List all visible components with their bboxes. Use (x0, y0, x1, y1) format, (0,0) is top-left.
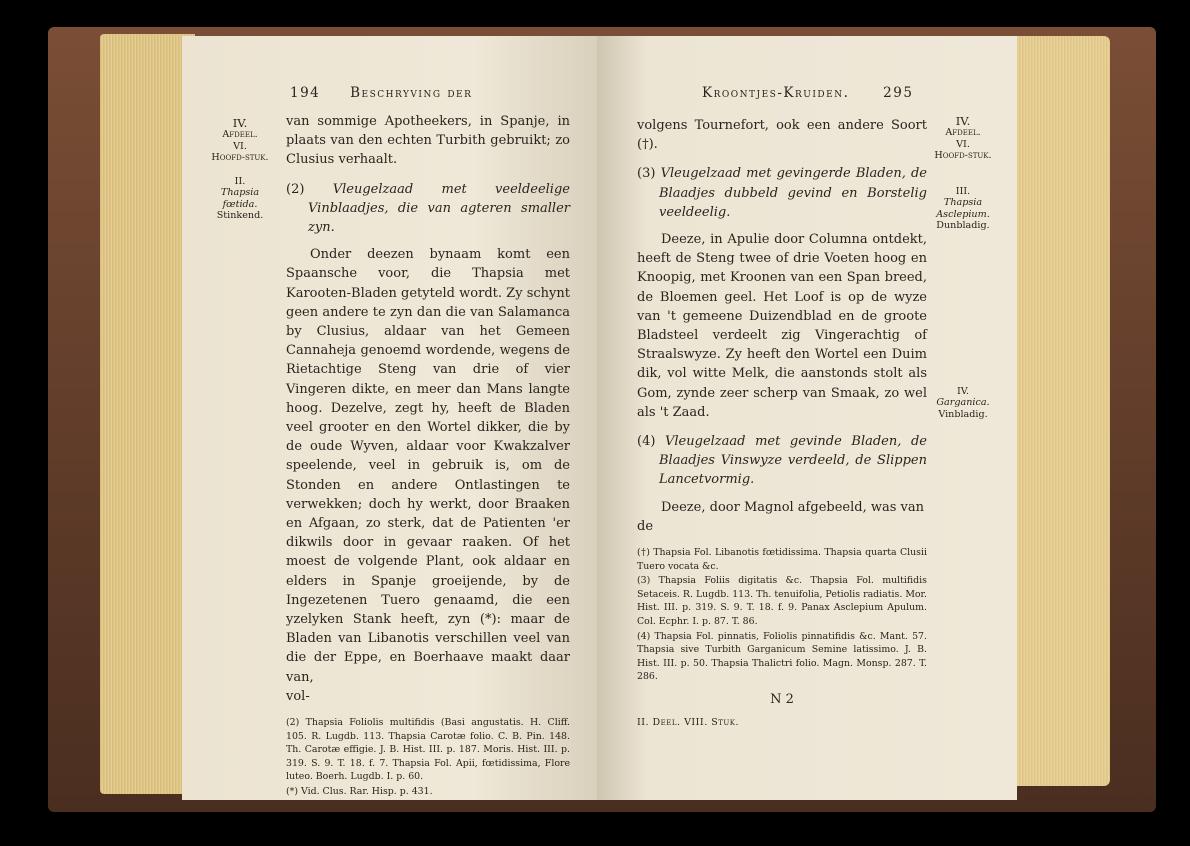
signature-mark: N 2 (770, 692, 794, 707)
right-running-head (702, 84, 913, 103)
left-item-2: (2) Vleugelzaad met veeldeelige Vinblaadjes, die van agteren smaller zyn. (286, 181, 570, 236)
right-body-text (637, 116, 927, 732)
right-item-4: (4) Vleugelzaad met gevinde Bladen, de Blaadjes Vinswyze verdeeld, de Slippen Lancetvormig. (637, 434, 927, 488)
right-margin-species-4: IV. Garganica. Vinbladig. (936, 386, 990, 420)
signature-line: II. Deel. VIII. Stuk. (637, 717, 740, 729)
right-catchword: de (637, 518, 654, 534)
left-paragraph-1: van sommige Apotheekers, in Spanje, in plaats van den echten Turbith gebruikt; zo Clusius verhaalt. (286, 114, 570, 168)
right-paragraph-2: Deeze, door Magnol afgebeeld, was van (661, 499, 924, 515)
left-margin-part: IV. Afdeel. VI. Hoofd-stuk. (211, 116, 269, 164)
page-edges-left (100, 34, 195, 794)
page-edges-right (1010, 36, 1110, 786)
left-footnote-1: (2) Thapsia Foliolis multifidis (Basi angustatis. H. Cliff. 105. R. Lugdb. 113. Thapsia Carotæ folio. C. B. Pin. 148. Th. Carotæ effigie. J. B. Hist. III. p. 187. Moris. Hist. III. p. 319. S. 9. T. 18. f. 7. Thapsia Fol. Apii, fœtidissima, Flore luteo. Boerh. Lugdb. I. p. 60. (286, 717, 570, 783)
right-margin-part: IV. Afdeel. VI. Hoofd-stuk. (934, 114, 992, 162)
right-page (597, 36, 1017, 800)
right-head-title: Kroontjes-Kruiden. (702, 85, 850, 101)
left-footnotes (286, 716, 570, 799)
left-catchword: vol- (286, 688, 310, 704)
left-footnote-2: (*) Vid. Clus. Rar. Hisp. p. 431. (286, 786, 433, 798)
right-paragraph-1: Deeze, in Apulie door Columna ontdekt, heeft de Steng twee of drie Voeten hoog en Knoopig, met Kroonen van een Span breed, de Bloemen geel. Het Loof is op de wyze van 't gemeene Duizendblad en de groote Bladsteel verdeelt zig Vingerachtig of Straalswyze. Zy heeft den Wortel een Duim dik, vol witte Melk, die aanstonds stolt als Gom, zynde zeer scherp van Smaak, zo wel als 't Zaad. (637, 232, 927, 420)
right-footnote-2: (3) Thapsia Foliis digitatis &c. Thapsia Fol. multifidis Setaceis. R. Lugdb. 113. Th. tenuifolia, Petiolis radiatis. Mor. Hist. III. p. 319. S. 9. T. 18. f. 9. Panax Asclepium Apulum. Col. Ecphr. I. p. 87. T. 86. (637, 575, 927, 628)
right-footnote-3: (4) Thapsia Fol. pinnatis, Foliolis pinnatifidis &c. Mant. 57. Thapsia sive Turbith Garganicum Semine latissimo. J. B. Hist. III. p. 50. Thapsia Thalictri folio. Magn. Monsp. 287. T. 286. (637, 630, 927, 683)
left-page-number: 194 (290, 85, 321, 101)
left-head-title: Beschryving der (350, 85, 473, 101)
left-paragraph-2: Onder deezen bynaam komt een Spaansche voor, die Thapsia met Karooten-Bladen getyteld wordt. Zy schynt geen andere te zyn dan die van Salamanca by Clusius, aldaar van het Gemeen Cannaheja genoemd wordende, wegens de Rietachtige Steng van drie of vier Vingeren dikte, en meer dan Mans langte hoog. Dezelve, zegt hy, heeft de Bladen veel grooter en den Wortel dikker, die by de oude Wyven, aldaar voor Kwakzalver speelende, veel in gebruik is, om de Stonden en andere Ontlastingen te verwekken; doch hy werkt, door Braaken en Afgaan, zo sterk, dat de Patienten 'er dikwils door in gevaar raaken. Of het moest de volgende Plant, ook aldaar en elders in Spanje groeijende, by de Ingezetenen Tuero genaamd, die een yzelyken Stank heeft, zyn (*): maar de Bladen van Libanotis verschillen veel van die der Eppe, en Boerhaave maakt daar van, (286, 247, 570, 685)
right-paragraph-0: volgens Tournefort, ook een andere Soort (†). (637, 118, 927, 153)
left-body-text (286, 112, 570, 800)
right-page-number: 295 (883, 85, 914, 101)
left-running-head (290, 84, 472, 103)
right-footnotes (637, 546, 927, 684)
left-margin-species: II. Thapsia fœtida. Stinkend. (216, 176, 264, 222)
left-page (182, 36, 597, 800)
right-footnote-1: (†) Thapsia Fol. Libanotis fœtidissima. Thapsia quarta Clusii Tuero vocata &c. (637, 547, 927, 572)
right-item-3: (3) Vleugelzaad met gevingerde Bladen, de Blaadjes dubbeld gevind en Borstelig veeldeelig. (637, 166, 927, 220)
right-margin-species-3: III. Thapsia Asclepium. Dunbladig. (936, 186, 990, 232)
